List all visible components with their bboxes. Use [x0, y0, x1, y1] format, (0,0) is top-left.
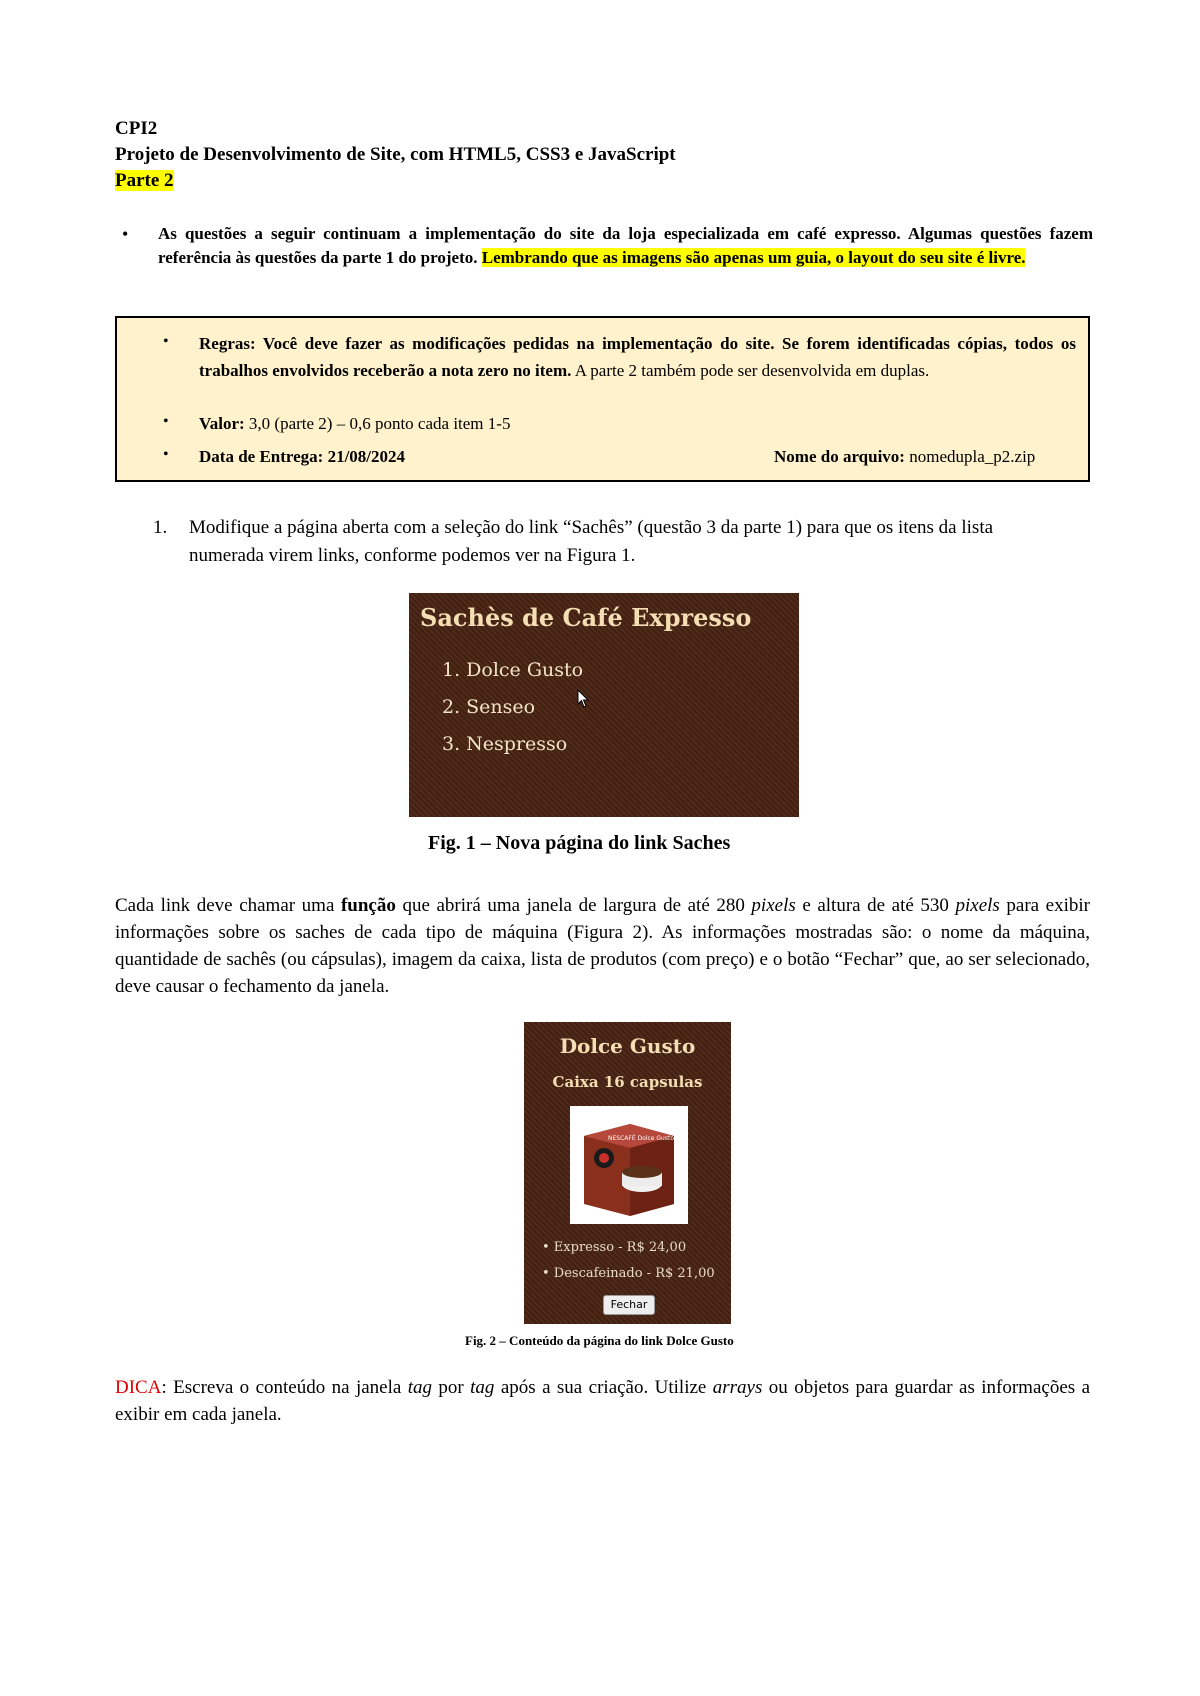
paragraph-text: Cada link deve chamar uma: [115, 895, 341, 916]
value-item: [199, 410, 1076, 437]
tip-text: após a sua criação. Utilize: [494, 1377, 713, 1398]
intro-highlight: Lembrando que as imagens são apenas um guia, o layout do seu site é livre.: [481, 248, 1026, 267]
document-header: [115, 116, 1090, 194]
date-label: Data de Entrega: 21/08/2024: [199, 447, 406, 466]
question-number: 1.: [153, 517, 168, 538]
rules-bullet-icon: •: [163, 333, 169, 350]
coffee-box-icon: [570, 1106, 688, 1224]
question-text: Modifique a página aberta com a seleção do link “Sachês” (questão 3 da parte 1) para que os itens da lista numerada virem links, conforme podemos ver na Figura 1.: [189, 517, 994, 566]
figure-2-item: • Expresso - R$ 24,00: [542, 1240, 687, 1255]
intro-text: As questões a seguir continuam a implementação do site da loja especializada em café expresso. Algumas questões fazem referência às questões da parte 1 do projeto.: [158, 224, 1093, 267]
course-code: CPI2: [115, 118, 158, 139]
figure-2-title: Dolce Gusto: [559, 1034, 696, 1058]
intro-paragraph: [158, 222, 1093, 270]
figure-1-item: [442, 733, 567, 755]
figure-1-item: [442, 696, 535, 718]
date-bullet-icon: •: [163, 446, 169, 463]
value-bullet-icon: •: [163, 413, 169, 430]
paragraph-text: para exibir informações sobre os saches de cada tipo de máquina (Figura 2). As informações mostradas são: o nome da máquina, quantidade de sachês (ou cápsulas), imagem da caixa, lista de produtos (com preço) e o botão “Fechar” que, ao ser selecionado, deve causar o fechamento da janela.: [115, 895, 1090, 997]
document-title: Projeto de Desenvolvimento de Site, com HTML5, CSS3 e JavaScript: [115, 144, 676, 165]
tip-italic: tag: [470, 1377, 495, 1398]
body-paragraph: [115, 892, 1090, 1000]
product-box-image: [570, 1106, 688, 1224]
intro-bullet-icon: •: [122, 224, 129, 244]
figure-2-caption: Fig. 2 – Conteúdo da página do link Dolce Gusto: [465, 1333, 734, 1348]
tip-paragraph: [115, 1374, 1090, 1428]
figure-2-subtitle: Caixa 16 capsulas: [552, 1073, 703, 1091]
box-brand: NESCAFÉ Dolce Gusto: [608, 1135, 674, 1142]
tip-text: ou objetos para guardar as informações a exibir em cada janela.: [115, 1377, 1090, 1425]
close-button[interactable]: Fechar: [603, 1295, 655, 1315]
tip-text: por: [432, 1377, 471, 1398]
figure-1-item-text: 1. Dolce Gusto: [442, 659, 584, 681]
rules-normal-text: A parte 2 também pode ser desenvolvida em duplas.: [571, 361, 930, 380]
tip-italic: arrays: [712, 1377, 763, 1398]
figure-1-item-text: 3. Nespresso: [442, 733, 568, 755]
part-label-text: Parte 2: [115, 170, 174, 191]
figure-2: [524, 1022, 731, 1324]
paragraph-bold: função: [340, 895, 396, 916]
file-value: nomedupla_p2.zip: [904, 447, 1036, 466]
figure-1-item: [442, 659, 583, 681]
part-label: [115, 168, 1090, 194]
rules-bold-text: Você deve fazer as modificações pedidas na implementação do site. Se forem identificadas cópias, todos os trabalhos envolvidos receberão a nota zero no item.: [199, 334, 1076, 380]
paragraph-italic: pixels: [751, 895, 796, 916]
figure-2-item: • Descafeinado - R$ 21,00: [542, 1266, 715, 1281]
figure-1: [409, 593, 799, 817]
paragraph-text: e altura de até 530: [795, 895, 956, 916]
figure-1-item-text: 2. Senseo: [442, 696, 536, 718]
file-info: [774, 443, 1035, 470]
paragraph-text: que abrirá uma janela de largura de até 280: [395, 895, 752, 916]
rules-item: [199, 330, 1076, 384]
rules-label: Regras:: [199, 334, 256, 353]
rules-box: [115, 316, 1090, 482]
file-label: Nome do arquivo:: [774, 447, 905, 466]
figure-1-caption: Fig. 1 – Nova página do link Saches: [428, 832, 731, 854]
cursor-icon: [577, 689, 591, 709]
date-item: [199, 443, 1076, 470]
tip-label: DICA: [115, 1377, 162, 1398]
paragraph-italic: pixels: [955, 895, 1000, 916]
tip-text: : Escreva o conteúdo na janela: [161, 1377, 408, 1398]
value-text: 3,0 (parte 2) – 0,6 ponto cada item 1-5: [244, 414, 511, 433]
value-label: Valor:: [199, 414, 245, 433]
tip-italic: tag: [407, 1377, 433, 1398]
figure-1-title: Sachès de Café Expresso: [420, 603, 752, 632]
